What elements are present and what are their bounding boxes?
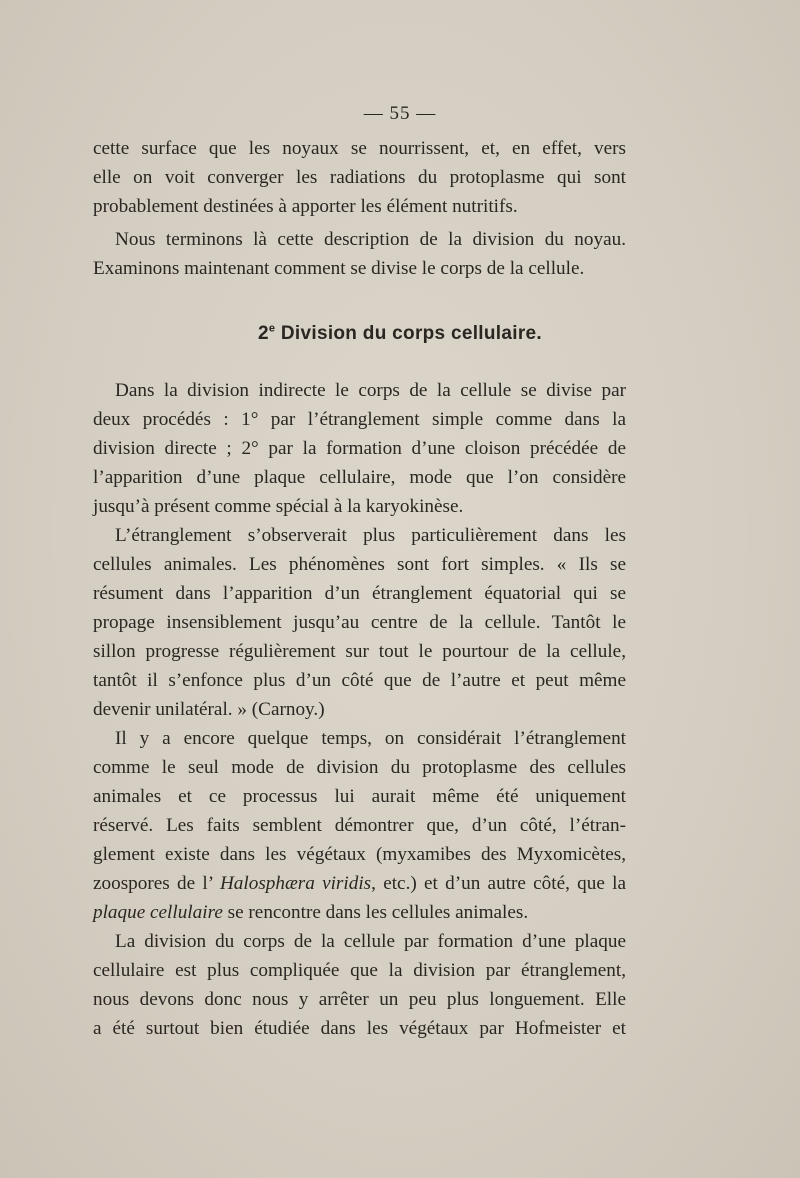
text-line: cellulaire est plus compliquée que la division par étranglement,: [93, 960, 626, 981]
text-line: a été surtout bien étudiée dans les végétaux par Hofmeister et: [93, 1018, 626, 1039]
text-line: comme le seul mode de division du protoplasme des cellules: [93, 757, 626, 778]
section-heading: [0, 323, 800, 345]
text-line: tantôt il s’enfonce plus d’un côté que de l’autre et peut même: [93, 670, 626, 691]
text-line: l’apparition d’une plaque cellulaire, mode que l’on considère: [93, 467, 626, 488]
section-body: [93, 376, 626, 1043]
text-line: Examinons maintenant comment se divise le corps de la cellule.: [93, 258, 585, 279]
text-run: zoospores de l’: [93, 873, 220, 894]
page-number: — 55 —: [363, 103, 437, 124]
text-line: jusqu’à présent comme spécial à la karyokinèse.: [93, 496, 464, 517]
text-line: glement existe dans les végétaux (myxamibes des Myxomicètes,: [93, 844, 626, 865]
text-line: [93, 869, 626, 898]
section-title: Division du corps cellulaire.: [280, 323, 542, 344]
text-line: nous devons donc nous y arrêter un peu plus longuement. Elle: [93, 989, 626, 1010]
text-run: se rencontre dans les cellules animales.: [222, 902, 529, 923]
paragraph-conclusion: [93, 225, 626, 283]
text-line: division directe ; 2° par la formation d’une cloison précédée de: [93, 438, 626, 459]
text-run: , etc.) et d’un autre côté, que la: [371, 873, 626, 894]
text-line: [93, 898, 626, 927]
text-line: sillon progresse régulièrement sur tout le pourtour de la cellule,: [93, 641, 626, 662]
text-line: animales et ce processus lui aurait même été uniquement: [93, 786, 626, 807]
text-line: Nous terminons là cette description de la division du noyau.: [115, 229, 626, 250]
text-line: L’étranglement s’observerait plus particulièrement dans les: [115, 525, 626, 546]
text-line: cellules animales. Les phénomènes sont fort simples. « Ils se: [93, 554, 626, 575]
text-line: Dans la division indirecte le corps de la cellule se divise par: [115, 380, 626, 401]
text-line: elle on voit converger les radiations du protoplasme qui sont: [93, 167, 626, 188]
text-line: La division du corps de la cellule par formation d’une plaque: [115, 931, 626, 952]
text-line: devenir unilatéral. » (Carnoy.): [93, 699, 325, 720]
text-line: probablement destinées à apporter les élément nutritifs.: [93, 196, 518, 217]
section-number: 2: [258, 323, 269, 344]
text-line: propage insensiblement jusqu’au centre de la cellule. Tantôt le: [93, 612, 626, 633]
text-line: cette surface que les noyaux se nourrissent, et, en effet, vers: [93, 138, 626, 159]
text-line: réservé. Les faits semblent démontrer que, d’un côté, l’étran-: [93, 815, 626, 836]
text-line: résument dans l’apparition d’un étranglement équatorial qui se: [93, 583, 626, 604]
species-name: Halosphæra viridis: [219, 873, 372, 894]
text-line: Il y a encore quelque temps, on considérait l’étranglement: [115, 728, 626, 749]
paragraph-continuation: [93, 134, 626, 221]
term-italic: plaque cellulaire: [93, 902, 223, 923]
text-line: deux procédés : 1° par l’étranglement simple comme dans la: [93, 409, 626, 430]
section-number-suffix: e: [268, 322, 276, 335]
